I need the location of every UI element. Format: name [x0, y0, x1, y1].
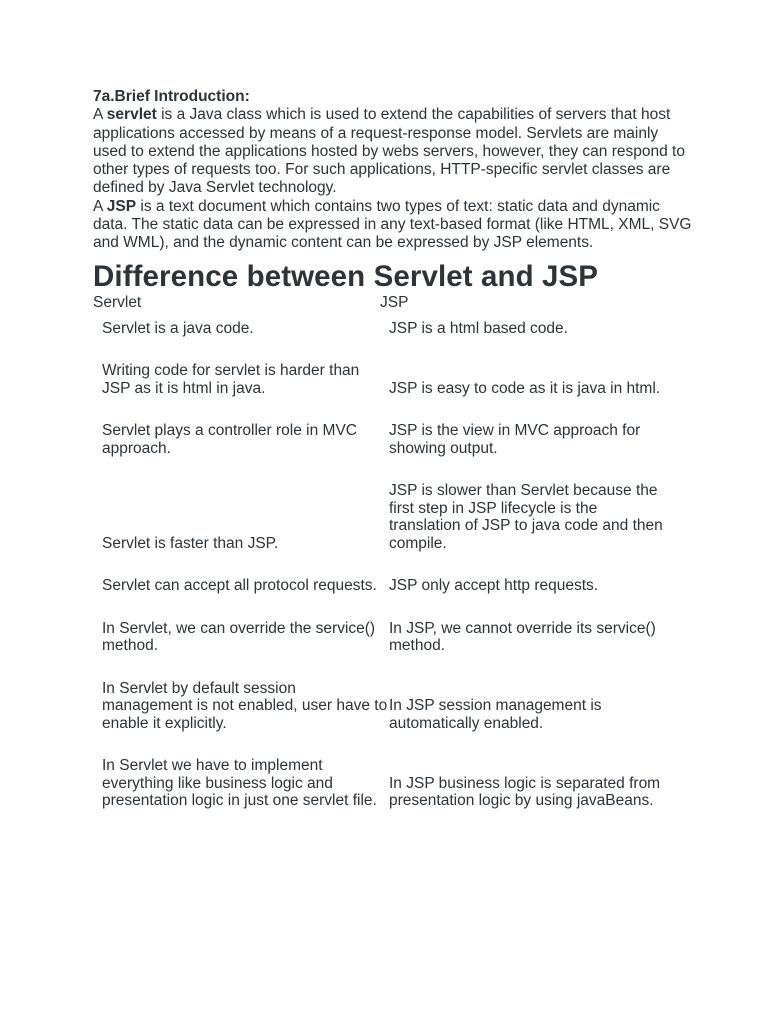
comparison-column-headers	[93, 294, 693, 316]
jsp-cell: JSP is a html based code.	[389, 319, 568, 337]
servlet-cell: Servlet can accept all protocol requests.	[102, 577, 377, 595]
comparison-title: Difference between Servlet and JSP	[93, 259, 599, 293]
intro-term-jsp: JSP	[106, 197, 137, 215]
row-spacer	[102, 595, 669, 620]
table-row	[102, 680, 669, 733]
servlet-cell: In Servlet by default session management is not enabled, user have to enable it explicitly.	[102, 679, 388, 732]
intro-para2-prefix: A	[93, 197, 107, 215]
jsp-cell: In JSP business logic is separated from presentation logic by using javaBeans.	[389, 774, 661, 810]
jsp-cell: JSP only accept http requests.	[389, 577, 599, 595]
intro-paragraph-jsp	[93, 198, 693, 253]
table-row	[102, 482, 669, 552]
row-spacer	[102, 457, 669, 482]
jsp-cell: JSP is easy to code as it is java in html.	[389, 379, 661, 397]
document-page	[93, 88, 693, 810]
jsp-cell: JSP is the view in MVC approach for showing output.	[389, 422, 641, 457]
table-row	[102, 577, 669, 595]
comparison-table	[102, 320, 669, 810]
table-row	[102, 422, 669, 457]
intro-term-servlet: servlet	[106, 106, 157, 124]
table-row	[102, 362, 669, 397]
intro-paragraph-servlet	[93, 106, 693, 197]
servlet-cell: Writing code for servlet is harder than JSP as it is html in java.	[102, 362, 360, 397]
table-row	[102, 620, 669, 655]
intro-heading: 7a.Brief Introduction:	[93, 88, 250, 105]
jsp-cell: JSP is slower than Servlet because the first step in JSP lifecycle is the translation of JSP to java code and then compile.	[389, 482, 663, 552]
table-row	[102, 757, 669, 810]
servlet-cell: Servlet plays a controller role in MVC approach.	[102, 422, 357, 457]
servlet-cell: Servlet is faster than JSP.	[102, 534, 279, 552]
table-row	[102, 320, 669, 338]
column-header-jsp: JSP	[380, 293, 409, 311]
intro-section	[93, 88, 693, 253]
row-spacer	[102, 732, 669, 757]
row-spacer	[102, 552, 669, 577]
jsp-cell: In JSP, we cannot override its service() method.	[389, 619, 656, 655]
row-spacer	[102, 337, 669, 362]
column-header-servlet: Servlet	[93, 293, 142, 311]
servlet-cell: In Servlet, we can override the service() method.	[102, 619, 376, 655]
servlet-cell: In Servlet we have to implement everything like business logic and presentation logic in just one servlet file.	[102, 757, 377, 810]
intro-para1-text: is a Java class which is used to extend the capabilities of servers that host applications accessed by means of a request-response model. Servlets are mainly used to extend the applications hosted by webs servers, however, they can respond to other types of requests too. For such applications, HTTP-specific servlet classes are defined by Java Servlet technology.	[93, 106, 685, 197]
row-spacer	[102, 397, 669, 422]
row-spacer	[102, 655, 669, 680]
jsp-cell: In JSP session management is automatically enabled.	[389, 697, 602, 732]
intro-para2-text: is a text document which contains two types of text: static data and dynamic data. The static data can be expressed in any text-based format (like HTML, XML, SVG and WML), and the dynamic content can be expressed by JSP elements.	[93, 197, 692, 252]
servlet-cell: Servlet is a java code.	[102, 319, 254, 337]
intro-para1-prefix: A	[93, 106, 107, 124]
